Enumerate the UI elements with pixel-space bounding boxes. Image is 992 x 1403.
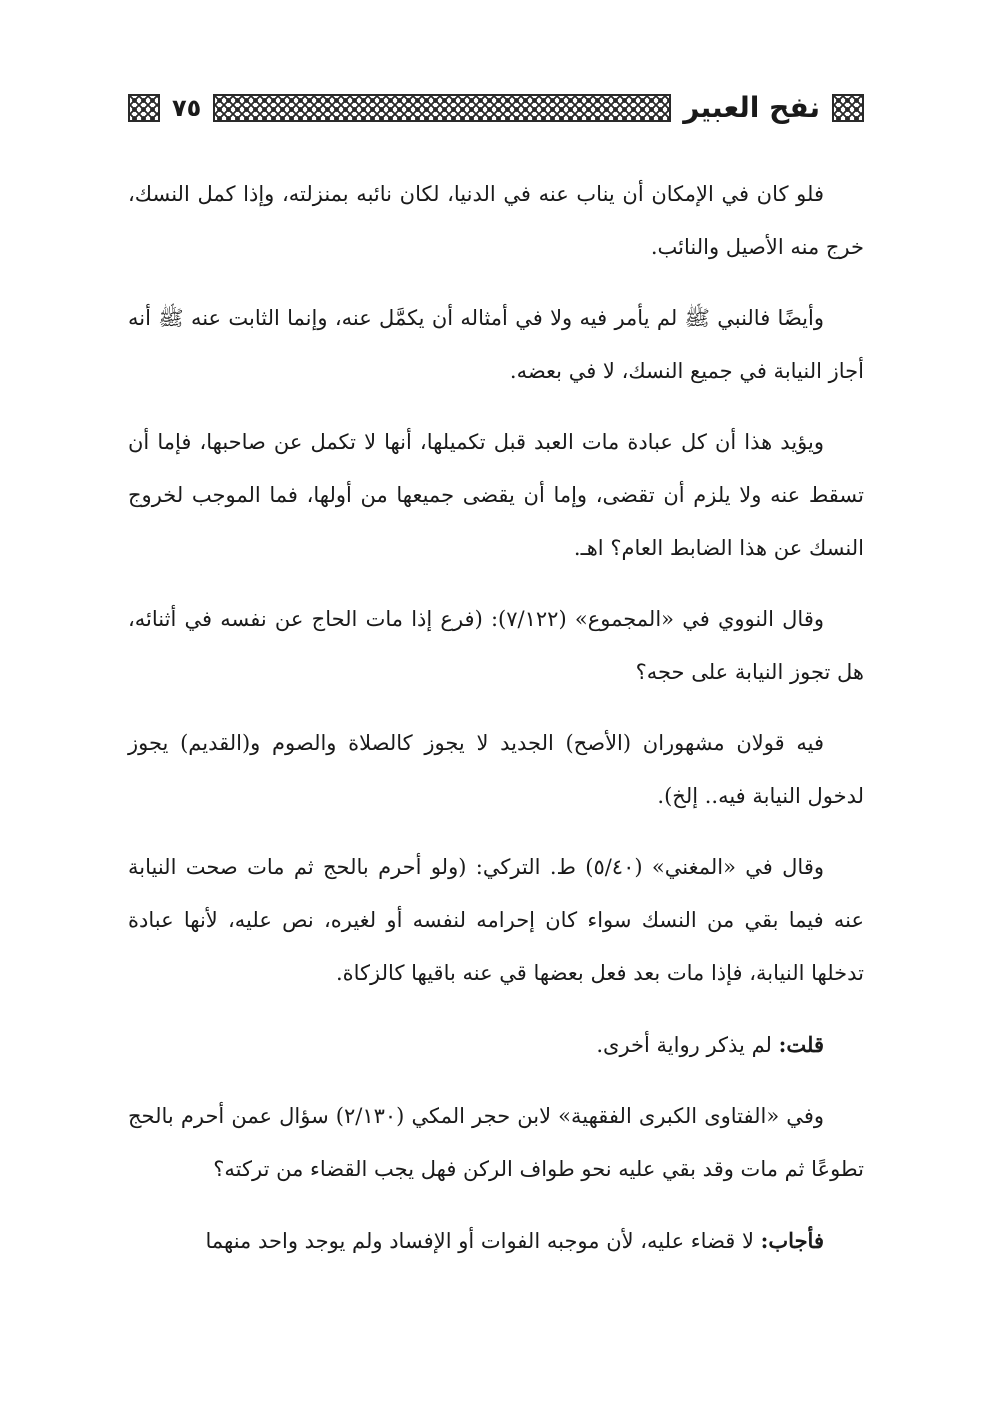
paragraph-text: فيه قولان مشهوران (الأصح) الجديد لا يجوز كالصلاة والصوم و(القديم) يجوز لدخول النيابة فيه.. إلخ). xyxy=(128,731,864,808)
paragraph xyxy=(128,1214,864,1268)
paragraph-text: لا قضاء عليه، لأن موجبه الفوات أو الإفساد ولم يوجد واحد منهما xyxy=(205,1229,761,1253)
paragraph xyxy=(128,593,864,699)
running-header xyxy=(128,88,864,128)
paragraph-lead: قلت: xyxy=(778,1032,824,1057)
paragraph-text: وفي «الفتاوى الكبرى الفقهية» لابن حجر المكي (٢/١٣٠) سؤال عمن أحرم بالحج تطوعًا ثم مات وقد بقي عليه نحو طواف الركن فهل يجب القضاء من تركته؟ xyxy=(128,1104,864,1181)
paragraph xyxy=(128,292,864,398)
book-title: نفح العبير xyxy=(683,91,820,124)
page-number: ٧٥ xyxy=(172,94,202,122)
ornament-left-icon xyxy=(128,94,160,122)
paragraph-text: لم يذكر رواية أخرى. xyxy=(596,1033,779,1057)
paragraph-text: وأيضًا فالنبي ﷺ لم يأمر فيه ولا في أمثاله أن يكمَّل عنه، وإنما الثابت عنه ﷺ أنه أجاز النيابة في جميع النسك، لا في بعضه. xyxy=(128,306,864,383)
paragraph xyxy=(128,1018,864,1072)
paragraph xyxy=(128,717,864,823)
page-body xyxy=(128,168,864,1286)
ornament-right-icon xyxy=(832,94,864,122)
ornament-band-icon xyxy=(213,94,671,122)
paragraph xyxy=(128,1090,864,1196)
paragraph xyxy=(128,168,864,274)
paragraph xyxy=(128,841,864,1000)
paragraph-text: وقال النووي في «المجموع» (٧/١٢٢): (فرع إذا مات الحاج عن نفسه في أثنائه، هل تجوز النيابة على حجه؟ xyxy=(128,607,864,684)
paragraph-lead: فأجاب: xyxy=(760,1228,824,1253)
paragraph-text: فلو كان في الإمكان أن يناب عنه في الدنيا، لكان نائبه بمنزلته، وإذا كمل النسك، خرج منه الأصيل والنائب. xyxy=(128,182,864,259)
paragraph xyxy=(128,416,864,575)
paragraph-text: وقال في «المغني» (٥/٤٠) ط. التركي: (ولو أحرم بالحج ثم مات صحت النيابة عنه فيما بقي من النسك سواء كان إحرامه لنفسه أو لغيره، نص عليه، لأنها عبادة تدخلها النيابة، فإذا مات بعد فعل بعضها قي عنه باقيها كالزكاة. xyxy=(128,855,864,985)
paragraph-text: ويؤيد هذا أن كل عبادة مات العبد قبل تكميلها، أنها لا تكمل عن صاحبها، فإما أن تسقط عنه ولا يلزم أن تقضى، وإما أن يقضى جميعها من أولها، فما الموجب لخروج النسك عن هذا الضابط العام؟ اهـ. xyxy=(128,430,864,560)
